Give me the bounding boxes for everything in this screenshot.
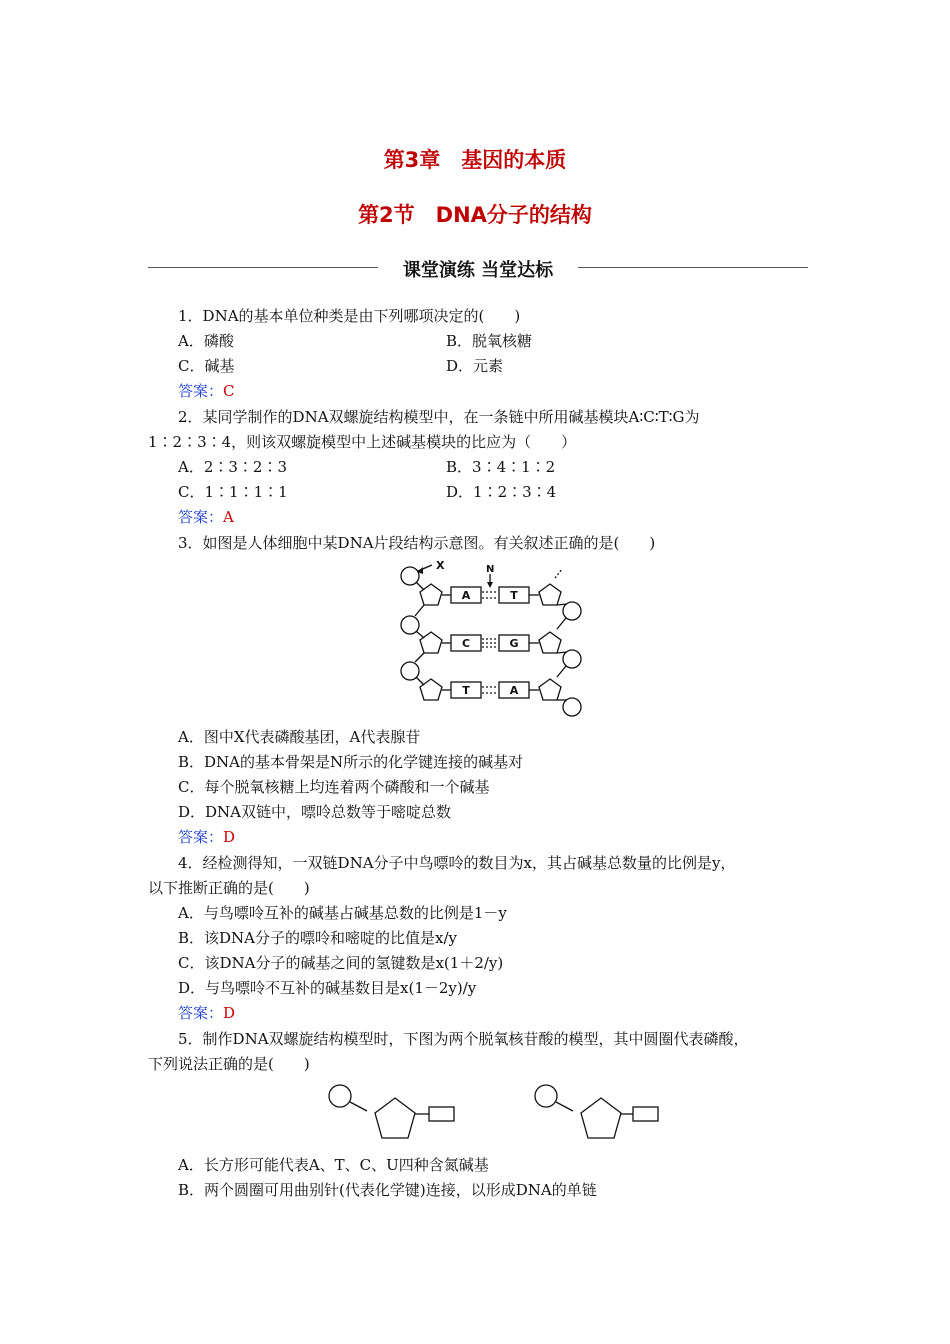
answer-value: C <box>223 382 235 400</box>
base-letter: A <box>509 684 519 697</box>
q5-option-a: A．长方形可能代表A、T、C、U四种含氮碱基 <box>178 1156 489 1174</box>
deoxyribose-pentagon <box>539 679 561 700</box>
q5-option-b: B．两个圆圈可用曲别针(代表化学键)连接，以形成DNA的单链 <box>178 1181 597 1199</box>
q2-stem-line1: 2．某同学制作的DNA双螺旋结构模型中，在一条链中所用碱基模块A∶C∶T∶G为 <box>178 408 700 426</box>
hydrogen-bonds <box>482 592 498 693</box>
deoxyribose-pentagon <box>539 632 561 653</box>
q2-stem-line2: 1∶2∶3∶4，则该双螺旋模型中上述碱基模块的比应为（ ） <box>148 433 577 451</box>
phosphate-circle <box>563 698 581 716</box>
q4-stem-line1: 4．经检测得知，一双链DNA分子中鸟嘌呤的数目为x，其占碱基总数量的比例是y， <box>178 854 736 872</box>
deoxyribose-pentagon <box>420 679 442 700</box>
q1-option-b: B．脱氧核糖 <box>446 332 533 350</box>
answer-label: 答案： <box>178 508 224 526</box>
q2-option-c: C．1∶1∶1∶1 <box>178 483 288 501</box>
q3-option-b: B．DNA的基本骨架是N所示的化学键连接的碱基对 <box>178 753 524 771</box>
chapter-title: 第3章 基因的本质 <box>383 148 567 172</box>
q1-stem: 1．DNA的基本单位种类是由下列哪项决定的( ) <box>178 307 521 325</box>
q4-stem-line2: 以下推断正确的是( ) <box>148 879 310 897</box>
q2-option-d: D．1∶2∶3∶4 <box>446 483 557 501</box>
nucleotide-model-right <box>528 1078 663 1148</box>
q1-option-c: C．碱基 <box>178 357 235 375</box>
deoxyribose-pentagon <box>420 632 442 653</box>
answer-value: D <box>223 1004 236 1022</box>
base-letter: G <box>509 637 519 650</box>
q4-answer <box>178 1003 235 1023</box>
q3-option-c: C．每个脱氧核糖上均连着两个磷酸和一个碱基 <box>178 778 490 796</box>
deoxyribose-pentagon <box>375 1098 415 1138</box>
q2-option-a: A．2∶3∶2∶3 <box>178 458 288 476</box>
q2-answer <box>178 507 234 527</box>
q3-option-d: D．DNA双链中，嘌呤总数等于嘧啶总数 <box>178 803 452 821</box>
n-arrowhead <box>487 582 493 588</box>
deoxyribose-pentagon <box>420 584 442 605</box>
banner-text: 课堂演练 当堂达标 <box>402 260 554 281</box>
phosphate-circle <box>329 1085 351 1107</box>
base-letter: A <box>461 589 471 602</box>
q4-option-d: D．与鸟嘌呤不互补的碱基数目是x(1－2y)/y <box>178 979 477 997</box>
answer-label: 答案： <box>178 1004 224 1022</box>
section-title: 第2节 DNA分子的结构 <box>358 203 592 227</box>
q5-stem-line1: 5．制作DNA双螺旋结构模型时，下图为两个脱氧核苷酸的模型，其中圆圈代表磷酸， <box>178 1030 749 1048</box>
q1-option-d: D．元素 <box>446 357 504 375</box>
base-letter: T <box>462 684 470 697</box>
base-letter: C <box>461 637 471 650</box>
q4-option-c: C．该DNA分子的碱基之间的氢键数是x(1＋2/y) <box>178 954 504 972</box>
answer-label: 答案： <box>178 828 224 846</box>
answer-value: D <box>223 828 236 846</box>
q4-option-a: A．与鸟嘌呤互补的碱基占碱基总数的比例是1－y <box>178 904 507 922</box>
q3-option-a: A．图中X代表磷酸基团，A代表腺苷 <box>178 728 421 746</box>
base-rectangle <box>633 1107 658 1121</box>
q2-option-b: B．3∶4∶1∶2 <box>446 458 556 476</box>
base-letter: T <box>510 589 518 602</box>
q3-stem: 3．如图是人体细胞中某DNA片段结构示意图。有关叙述正确的是( ) <box>178 534 656 552</box>
nucleotide-model-left <box>322 1078 457 1148</box>
q4-option-b: B．该DNA分子的嘌呤和嘧啶的比值是x/y <box>178 929 457 947</box>
q1-answer <box>178 381 235 401</box>
base-rectangle <box>429 1107 454 1121</box>
dna-fragment-diagram <box>395 560 590 720</box>
phosphate-circle <box>535 1085 557 1107</box>
deoxyribose-pentagon <box>581 1098 621 1138</box>
answer-value: A <box>223 508 234 526</box>
answer-label: 答案： <box>178 382 224 400</box>
q3-answer <box>178 827 235 847</box>
label-n: N <box>486 564 495 575</box>
label-x: X <box>436 560 445 572</box>
q1-option-a: A．磷酸 <box>178 332 234 350</box>
section-banner <box>148 256 808 281</box>
deoxyribose-pentagon <box>539 584 561 605</box>
q5-stem-line2: 下列说法正确的是( ) <box>148 1055 310 1073</box>
